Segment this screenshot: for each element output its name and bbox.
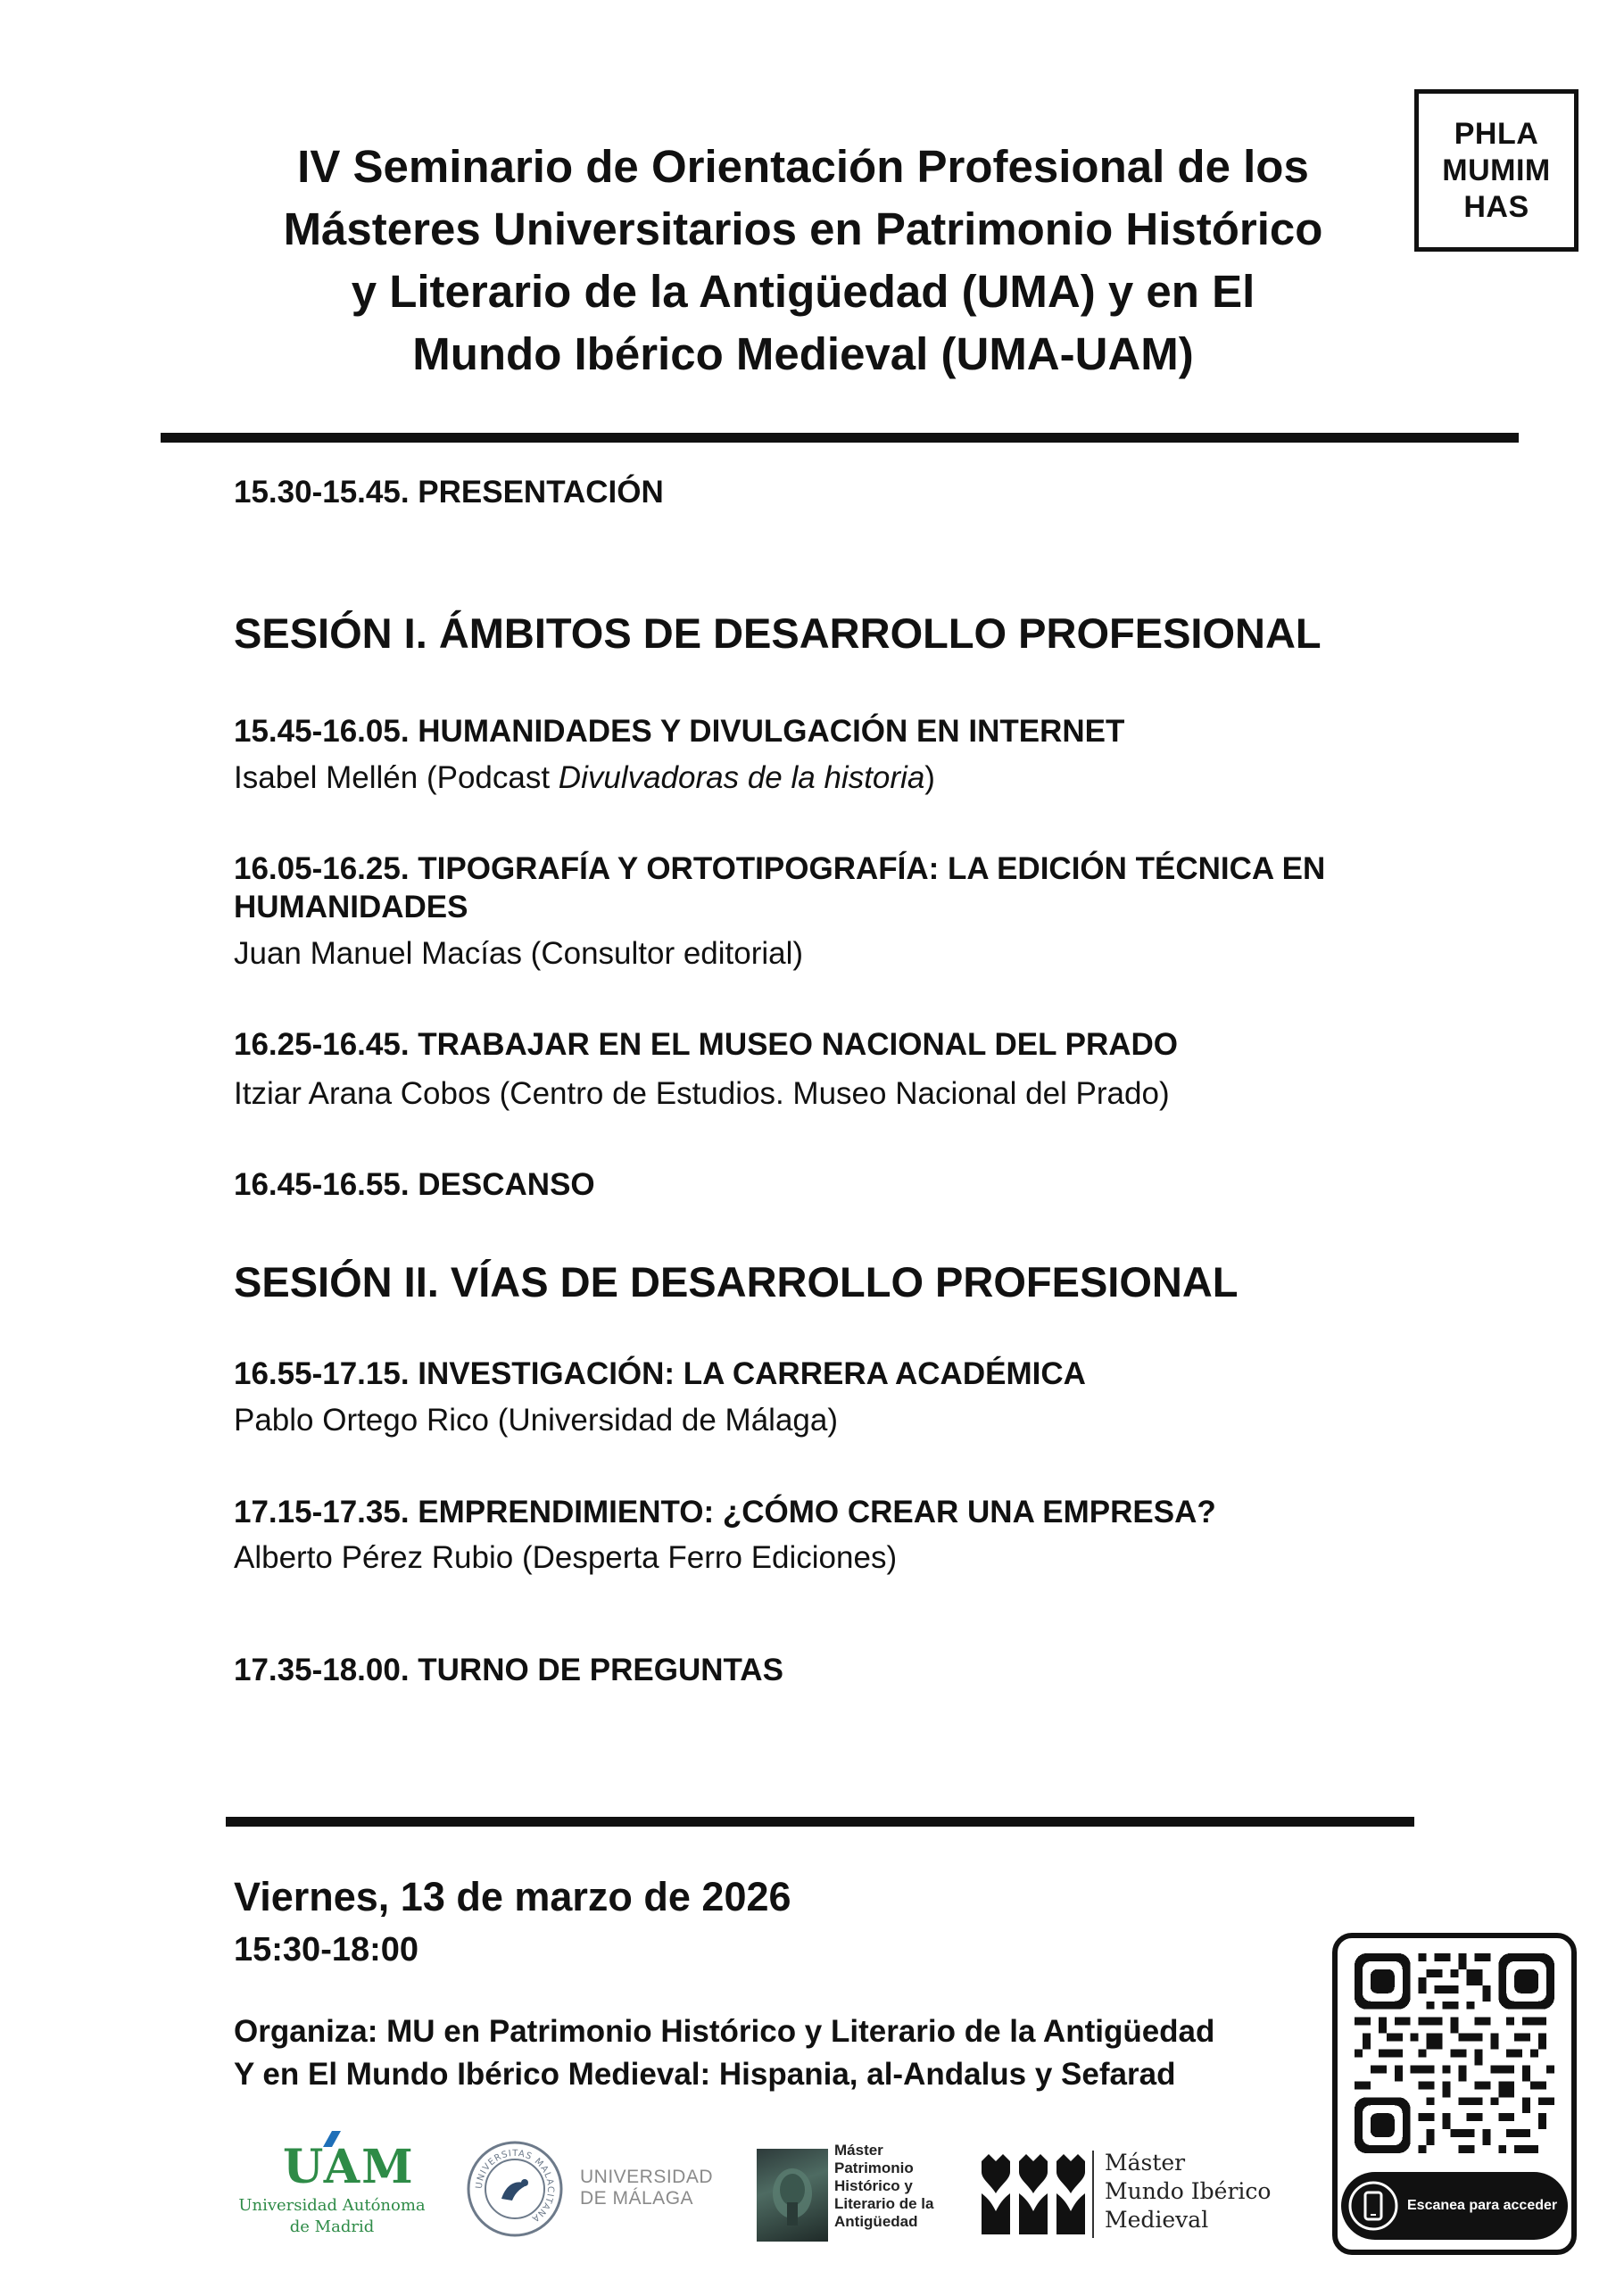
qr-code-card[interactable] [1332, 1933, 1577, 2255]
uam-wordmark: UAM [283, 2140, 415, 2194]
talk-5-speaker: Alberto Pérez Rubio (Desperta Ferro Ediciones) [234, 1540, 898, 1575]
event-time: 15:30-18:00 [234, 1931, 419, 1969]
logo-line-3: HAS [1463, 189, 1529, 224]
event-date: Viernes, 13 de marzo de 2026 [234, 1874, 791, 1919]
talk-3-speaker: Itziar Arana Cobos (Centro de Estudios. Museo Nacional del Prado) [234, 1076, 1170, 1111]
svg-text:UNIVERSITAS MALACITANA: UNIVERSITAS MALACITANA [474, 2148, 556, 2225]
talk-4-speaker: Pablo Ortego Rico (Universidad de Málaga) [234, 1403, 838, 1438]
break-item: 16.45-16.55. DESCANSO [234, 1167, 595, 1202]
master-mim-emblem-icon [980, 2154, 1087, 2234]
uma-seal-icon [466, 2140, 564, 2238]
phla-mumimhas-logo [1414, 89, 1578, 252]
logo-line-1: PHLA [1454, 116, 1539, 151]
uma-wordmark: UNIVERSIDAD DE MÁLAGA [580, 2167, 714, 2209]
master-phla-image [757, 2149, 828, 2242]
title-line-3: y Literario de la Antigüedad (UMA) y en El [351, 266, 1255, 317]
talk-2-title: 16.05-16.25. TIPOGRAFÍA Y ORTOTIPOGRAFÍA: LA EDICIÓN TÉCNICA EN HUMANIDADES [234, 851, 1326, 924]
session-1-title: SESIÓN I. ÁMBITOS DE DESARROLLO PROFESIONAL [234, 609, 1322, 657]
session-2-title: SESIÓN II. VÍAS DE DESARROLLO PROFESIONAL [234, 1258, 1239, 1305]
organizer-line-1: Organiza: MU en Patrimonio Histórico y Literario de la Antigüedad [234, 2014, 1215, 2049]
opening-item: 15.30-15.45. PRESENTACIÓN [234, 475, 664, 510]
organizer-line-2: Y en El Mundo Ibérico Medieval: Hispania, al-Andalus y Sefarad [234, 2057, 1176, 2092]
mim-divider [1092, 2151, 1094, 2238]
talk-1-speaker: Isabel Mellén (Podcast Divulvadoras de la historia) [234, 760, 935, 795]
master-phla-text: Máster Patrimonio Histórico y Literario de la Antigüedad [834, 2142, 934, 2230]
talk-4-title: 16.55-17.15. INVESTIGACIÓN: LA CARRERA ACADÉMICA [234, 1356, 1086, 1391]
talk-2-speaker: Juan Manuel Macías (Consultor editorial) [234, 936, 804, 971]
bottom-divider [226, 1817, 1414, 1827]
top-divider [161, 433, 1519, 443]
title-line-4: Mundo Ibérico Medieval (UMA-UAM) [412, 328, 1194, 379]
phone-icon [1348, 2181, 1398, 2231]
master-mim-text: Máster Mundo Ibérico Medieval [1105, 2150, 1272, 2233]
logo-line-2: MUMIM [1442, 153, 1551, 187]
uam-logo [234, 2131, 430, 2238]
scan-to-access-button[interactable] [1341, 2172, 1568, 2240]
talk-3-title: 16.25-16.45. TRABAJAR EN EL MUSEO NACIONAL DEL PRADO [234, 1027, 1179, 1062]
title-line-1: IV Seminario de Orientación Profesional de los [297, 141, 1309, 192]
scan-label: Escanea para acceder [1407, 2198, 1558, 2213]
closing-item: 17.35-18.00. TURNO DE PREGUNTAS [234, 1653, 783, 1687]
page-title [178, 136, 1428, 385]
qr-code-icon[interactable] [1355, 1953, 1554, 2153]
talk-1-title: 15.45-16.05. HUMANIDADES Y DIVULGACIÓN EN INTERNET [234, 714, 1125, 749]
title-line-2: Másteres Universitarios en Patrimonio Histórico [283, 203, 1323, 254]
talk-5-title: 17.15-17.35. EMPRENDIMIENTO: ¿CÓMO CREAR UNA EMPRESA? [234, 1495, 1216, 1529]
uam-subtitle: Universidad Autónoma de Madrid [238, 2196, 426, 2236]
